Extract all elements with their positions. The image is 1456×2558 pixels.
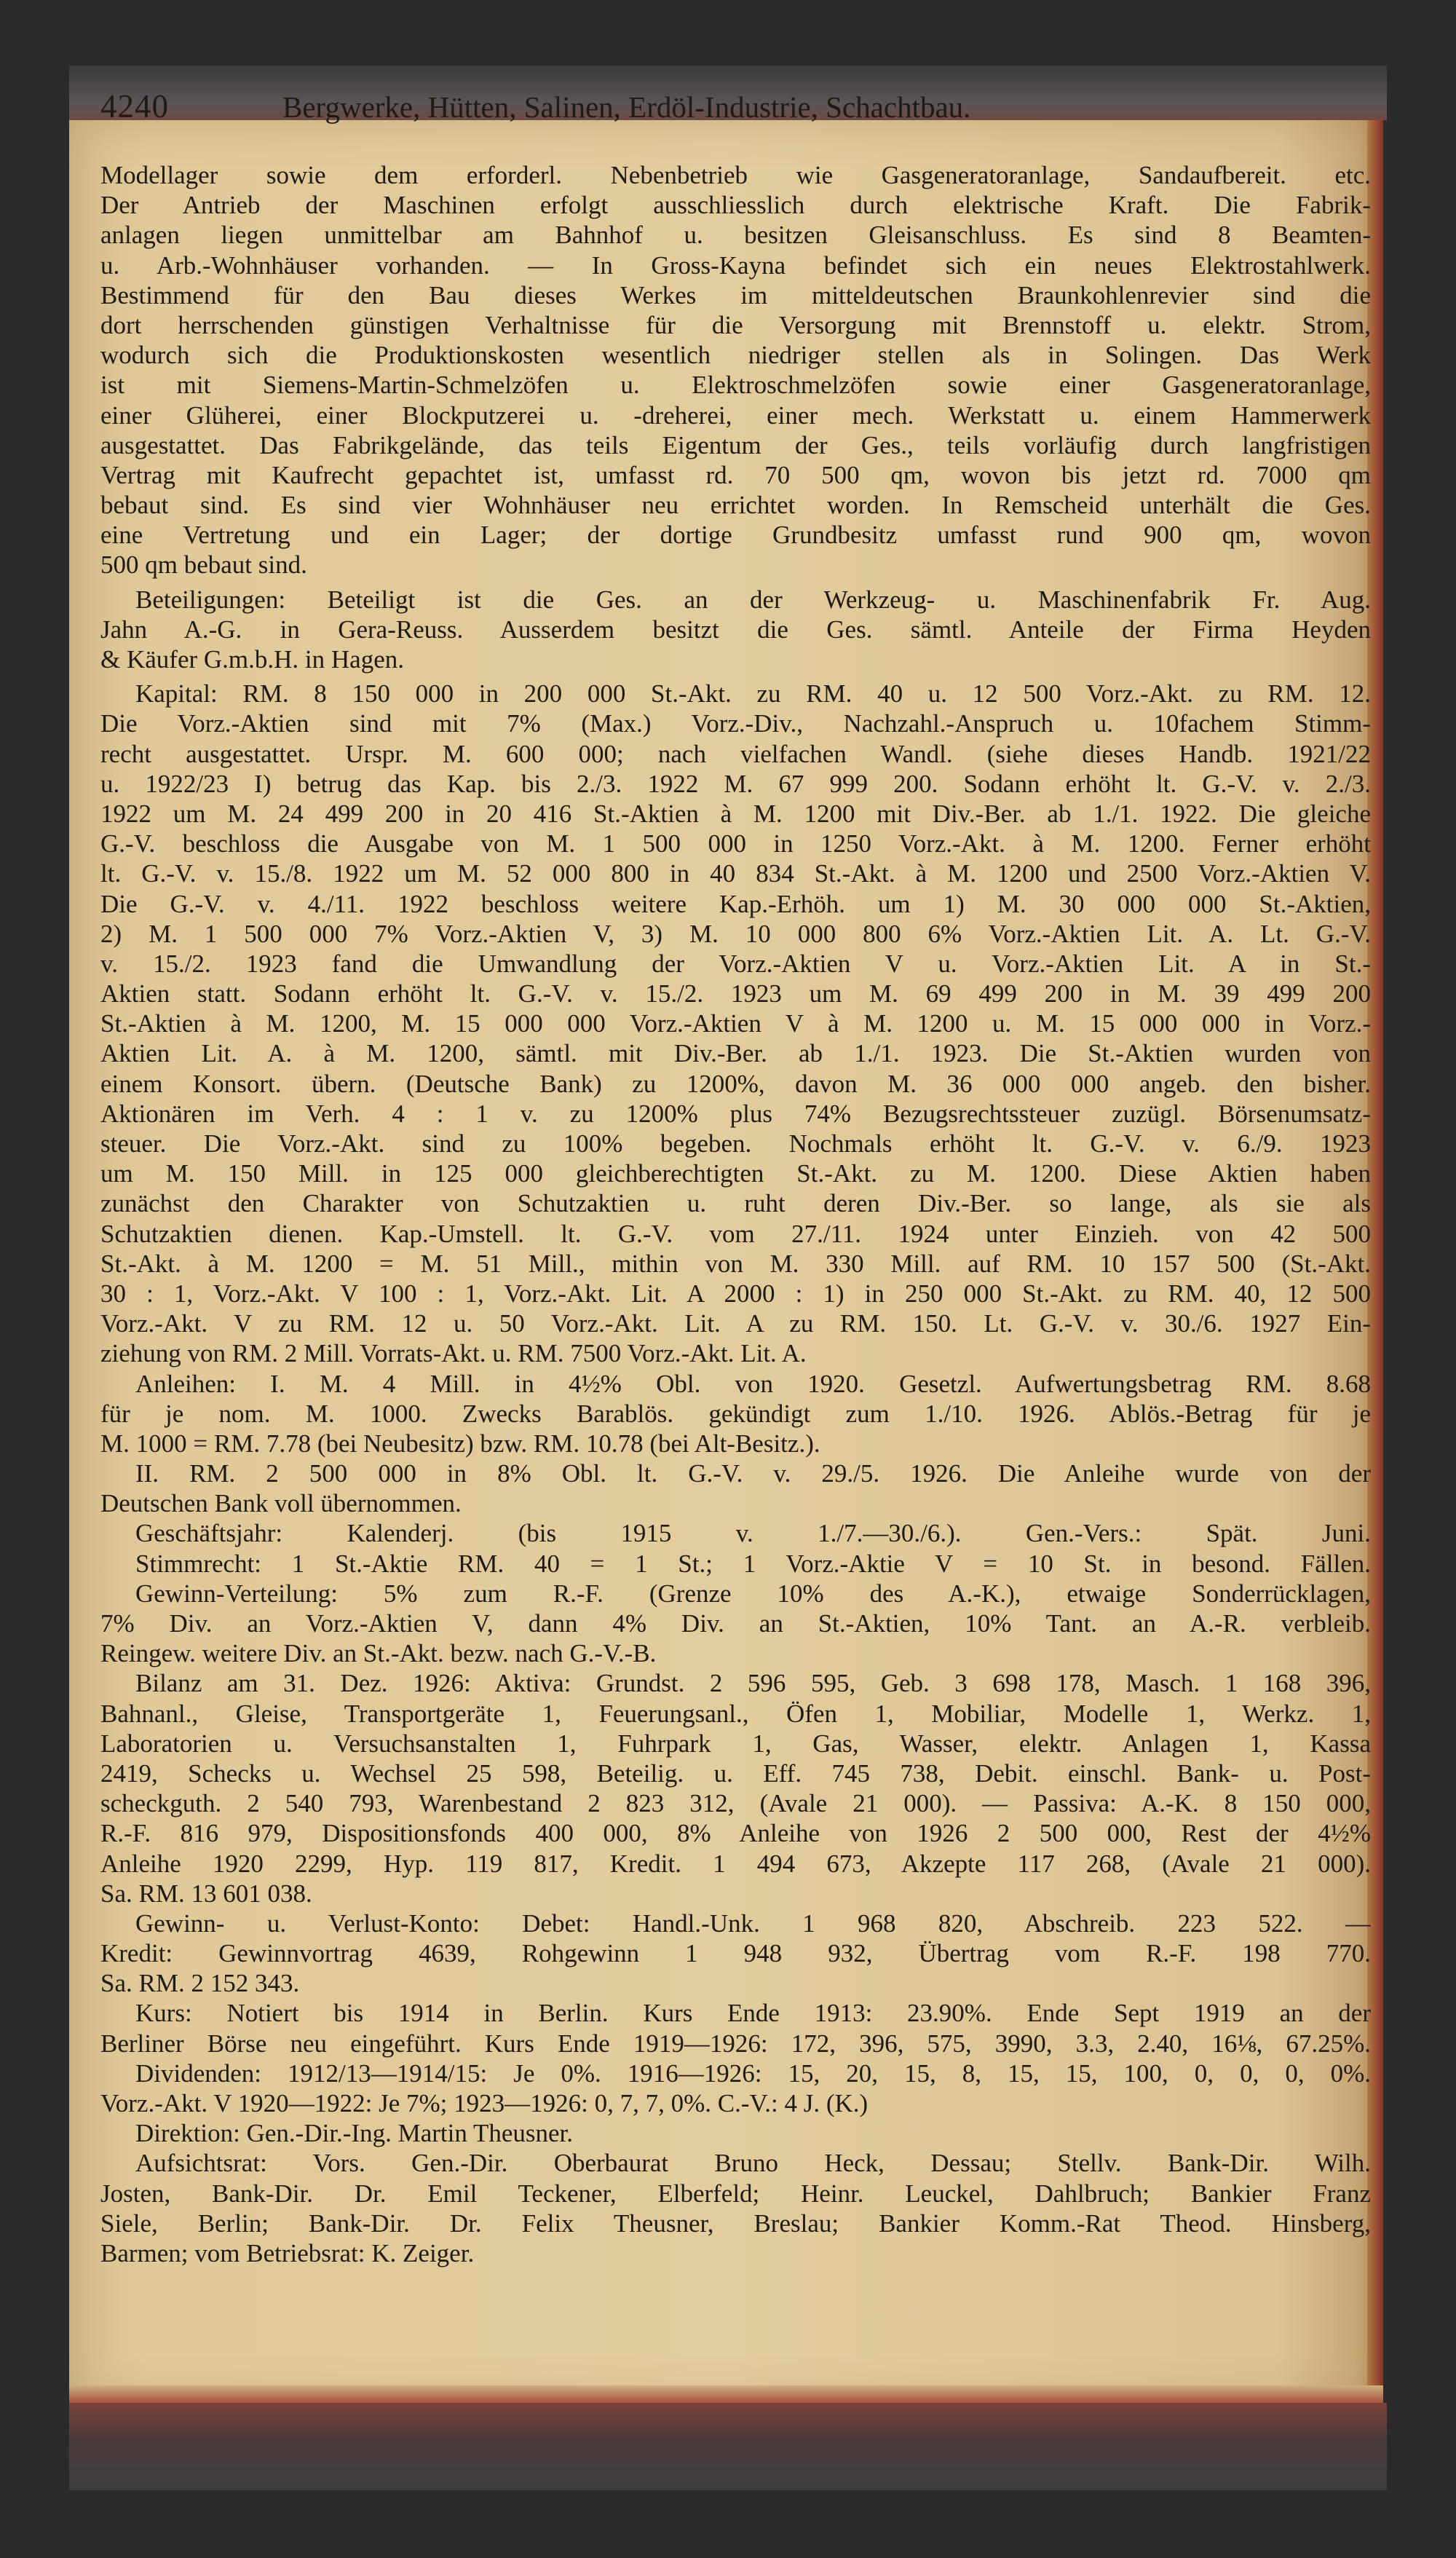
text-line: 1922 um M. 24 499 200 in 20 416 St.-Aktien à M. 1200 mit Div.-Ber. ab 1./1. 1922. Die gleiche — [100, 799, 1371, 828]
section-gewinn-verteilung: Gewinn-Verteilung: 5% zum R.-F. (Grenze 10% des A.-K.), etwaige Sonderrücklagen, — [135, 1579, 1371, 1608]
section-anleihen: Anleihen: I. M. 4 Mill. in 4½% Obl. von 1920. Gesetzl. Aufwertungsbetrag RM. 8.68 — [135, 1369, 1371, 1398]
section-dividenden: Dividenden: 1912/13—1914/15: Je 0%. 1916—1926: 15, 20, 15, 8, 15, 15, 100, 0, 0, 0, 0%. — [135, 2058, 1371, 2088]
text-line: u. 1922/23 I) betrug das Kap. bis 2./3. 1922 M. 67 999 200. Sodann erhöht lt. G.-V. v. 2./3. — [100, 769, 1371, 798]
text-line: Schutzaktien dienen. Kap.-Umstell. lt. G.-V. vom 27./11. 1924 unter Einzieh. von 42 500 — [100, 1219, 1371, 1248]
text-line: Laboratorien u. Versuchsanstalten 1, Fuhrpark 1, Gas, Wasser, elektr. Anlagen 1, Kassa — [100, 1729, 1371, 1758]
text-line: Deutschen Bank voll übernommen. — [100, 1489, 462, 1518]
text-line: eine Vertretung und ein Lager; der dortige Grundbesitz umfasst rund 900 qm, wovon — [100, 521, 1371, 550]
text-line: Aktionären im Verh. 4 : 1 v. zu 1200% plus 74% Bezugsrechtssteuer zuzügl. Börsenumsatz- — [100, 1099, 1371, 1128]
text-line: M. 1000 = RM. 7.78 (bei Neubesitz) bzw. RM. 10.78 (bei Alt-Besitz.). — [100, 1429, 820, 1458]
text-line: einem Konsort. übern. (Deutsche Bank) zu 1200%, davon M. 36 000 000 angeb. den bisher. — [100, 1069, 1371, 1098]
text-line: Der Antrieb der Maschinen erfolgt ausschliesslich durch elektrische Kraft. Die Fabrik- — [100, 191, 1371, 220]
text-line: Vorz.-Akt. V 1920—1922: Je 7%; 1923—1926: 0, 7, 7, 0%. C.-V.: 4 J. (K.) — [100, 2089, 869, 2117]
text-line: Aktien statt. Sodann erhöht lt. G.-V. v. 15./2. 1923 um M. 69 499 200 in M. 39 499 200 — [100, 979, 1371, 1008]
section-bilanz: Bilanz am 31. Dez. 1926: Aktiva: Grundst. 2 596 595, Geb. 3 698 178, Masch. 1 168 396, — [135, 1669, 1371, 1698]
section-beteiligungen: Beteiligungen: Beteiligt ist die Ges. an der Werkzeug- u. Maschinenfabrik Fr. Aug. — [135, 585, 1371, 614]
section-stimmrecht: Stimmrecht: 1 St.-Aktie RM. 40 = 1 St.; 1 Vorz.-Aktie V = 10 St. in besond. Fällen. — [135, 1549, 1371, 1578]
text-line: Aktien Lit. A. à M. 1200, sämtl. mit Div.-Ber. ab 1./1. 1923. Die St.-Aktien wurden von — [100, 1039, 1371, 1068]
text-line: Siele, Berlin; Bank-Dir. Dr. Felix Theusner, Breslau; Bankier Komm.-Rat Theod. Hinsberg, — [100, 2208, 1371, 2238]
text-line: für je nom. M. 1000. Zwecks Barablös. gekündigt zum 1./10. 1926. Ablös.-Betrag für je — [100, 1399, 1371, 1428]
text-line: Sa. RM. 13 601 038. — [100, 1879, 312, 1908]
page-header — [100, 87, 1371, 146]
page-edge-bottom — [69, 2385, 1383, 2403]
text-line: lt. G.-V. v. 15./8. 1922 um M. 52 000 800 in 40 834 St.-Akt. à M. 1200 und 2500 Vorz.-Aktien V. — [100, 859, 1371, 888]
text-line: 7% Div. an Vorz.-Aktien V, dann 4% Div. an St.-Aktien, 10% Tant. an A.-R. verbleib. — [100, 1609, 1371, 1638]
text-line: Barmen; vom Betriebsrat: K. Zeiger. — [100, 2238, 475, 2267]
section-direktion: Direktion: Gen.-Dir.-Ing. Martin Theusner. — [135, 2119, 574, 2148]
text-line: steuer. Die Vorz.-Akt. sind zu 100% begeben. Nochmals erhöht lt. G.-V. v. 6./9. 1923 — [100, 1129, 1371, 1158]
text-line: Jahn A.-G. in Gera-Reuss. Ausserdem besitzt die Ges. sämtl. Anteile der Firma Heyden — [100, 615, 1371, 644]
text-line: bebaut sind. Es sind vier Wohnhäuser neu errichtet worden. In Remscheid unterhält die Ges. — [100, 491, 1371, 520]
text-line: Modellager sowie dem erforderl. Nebenbetrieb wie Gasgeneratoranlage, Sandaufbereit. etc. — [100, 161, 1371, 189]
text-line: St.-Akt. à M. 1200 = M. 51 Mill., mithin von M. 330 Mill. auf RM. 10 157 500 (St.-Akt. — [100, 1249, 1371, 1278]
text-line: Bahnanl., Gleise, Transportgeräte 1, Feuerungsanl., Öfen 1, Mobiliar, Modelle 1, Werkz. 1, — [100, 1699, 1371, 1728]
text-line: Vorz.-Akt. V zu RM. 12 u. 50 Vorz.-Akt. Lit. A zu RM. 150. Lt. G.-V. v. 30./6. 1927 Ein- — [100, 1309, 1371, 1338]
page-number: 4240 — [100, 88, 169, 125]
text-line: um M. 150 Mill. in 125 000 gleichberechtigten St.-Akt. zu M. 1200. Diese Aktien haben — [100, 1159, 1371, 1188]
text-line: II. RM. 2 500 000 in 8% Obl. lt. G.-V. v. 29./5. 1926. Die Anleihe wurde von der — [135, 1459, 1371, 1488]
text-line: v. 15./2. 1923 fand die Umwandlung der Vorz.-Aktien V u. Vorz.-Aktien Lit. A in St.- — [100, 949, 1371, 978]
text-line: Die Vorz.-Aktien sind mit 7% (Max.) Vorz.-Div., Nachzahl.-Anspruch u. 10fachem Stimm- — [100, 709, 1371, 738]
text-line: ausgestattet. Das Fabrikgelände, das teils Eigentum der Ges., teils vorläufig durch langfristigen — [100, 430, 1371, 459]
text-line: anlagen liegen unmittelbar am Bahnhof u. besitzen Gleisanschluss. Es sind 8 Beamten- — [100, 221, 1371, 250]
text-line: recht ausgestattet. Urspr. M. 600 000; nach vielfachen Wandl. (siehe dieses Handb. 1921/22 — [100, 739, 1371, 768]
text-line: R.-F. 816 979, Dispositionsfonds 400 000, 8% Anleihe von 1926 2 500 000, Rest der 4½% — [100, 1819, 1371, 1848]
text-line: ist mit Siemens-Martin-Schmelzöfen u. Elektroschmelzöfen sowie einer Gasgeneratoranlage, — [100, 371, 1371, 400]
text-line: u. Arb.-Wohnhäuser vorhanden. — In Gross-Kayna befindet sich ein neues Elektrostahlwerk. — [100, 250, 1371, 280]
text-line: zunächst den Charakter von Schutzaktien u. ruht deren Div.-Ber. so lange, als sie als — [100, 1189, 1371, 1218]
text-line: G.-V. beschloss die Ausgabe von M. 1 500 000 in 1250 Vorz.-Akt. à M. 1200. Ferner erhöht — [100, 829, 1371, 858]
section-geschaeftsjahr: Geschäftsjahr: Kalenderj. (bis 1915 v. 1./7.—30./6.). Gen.-Vers.: Spät. Juni. — [135, 1519, 1371, 1548]
section-kapital: Kapital: RM. 8 150 000 in 200 000 St.-Akt. zu RM. 40 u. 12 500 Vorz.-Akt. zu RM. 12. — [135, 679, 1371, 708]
text-line: 2419, Schecks u. Wechsel 25 598, Beteilig. u. Eff. 745 738, Debit. einschl. Bank- u. Post- — [100, 1758, 1371, 1788]
text-line: Berliner Börse neu eingeführt. Kurs Ende 1919—1926: 172, 396, 575, 3990, 3.3, 2.40, 16⅛, 67.25%. — [100, 2029, 1371, 2058]
section-kurs: Kurs: Notiert bis 1914 in Berlin. Kurs Ende 1913: 23.90%. Ende Sept 1919 an der — [135, 1999, 1371, 2028]
text-line: St.-Aktien à M. 1200, M. 15 000 000 Vorz.-Aktien V à M. 1200 u. M. 15 000 000 in Vorz.- — [100, 1009, 1371, 1038]
section-gewinn-verlust-konto: Gewinn- u. Verlust-Konto: Debet: Handl.-Unk. 1 968 820, Abschreib. 223 522. — — [135, 1908, 1371, 1938]
section-aufsichtsrat: Aufsichtsrat: Vors. Gen.-Dir. Oberbaurat Bruno Heck, Dessau; Stellv. Bank-Dir. Wilh. — [135, 2149, 1371, 2178]
text-line: & Käufer G.m.b.H. in Hagen. — [100, 645, 404, 674]
text-line: Sa. RM. 2 152 343. — [100, 1969, 300, 1998]
text-line: 500 qm bebaut sind. — [100, 550, 307, 580]
page-content — [100, 87, 1371, 2268]
text-line: Vertrag mit Kaufrecht gepachtet ist, umfasst rd. 70 500 qm, wovon bis jetzt rd. 7000 qm — [100, 460, 1371, 489]
text-line: Josten, Bank-Dir. Dr. Emil Teckener, Elberfeld; Heinr. Leuckel, Dahlbruch; Bankier Franz — [100, 2179, 1371, 2208]
text-line: wodurch sich die Produktionskosten wesentlich niedriger stellen als in Solingen. Das Werk — [100, 341, 1371, 370]
text-line: Reingew. weitere Div. an St.-Akt. bezw. nach G.-V.-B. — [100, 1639, 657, 1668]
text-line: ziehung von RM. 2 Mill. Vorrats-Akt. u. RM. 7500 Vorz.-Akt. Lit. A. — [100, 1339, 807, 1368]
running-title: Bergwerke, Hütten, Salinen, Erdöl-Industrie, Schachtbau. — [282, 90, 971, 124]
text-line: 2) M. 1 500 000 7% Vorz.-Aktien V, 3) M. 10 000 800 6% Vorz.-Aktien Lit. A. Lt. G.-V. — [100, 919, 1371, 948]
text-body — [100, 160, 1371, 2268]
book-binding-bottom — [69, 2403, 1387, 2490]
text-line: einer Glüherei, einer Blockputzerei u. -dreherei, einer mech. Werkstatt u. einem Hammerwerk — [100, 400, 1371, 430]
text-line: 30 : 1, Vorz.-Akt. V 100 : 1, Vorz.-Akt. Lit. A 2000 : 1) in 250 000 St.-Akt. zu RM. 40, 12 500 — [100, 1279, 1371, 1308]
text-line: Die G.-V. v. 4./11. 1922 beschloss weitere Kap.-Erhöh. um 1) M. 30 000 000 St.-Aktien, — [100, 889, 1371, 918]
text-line: dort herrschenden günstigen Verhaltnisse für die Versorgung mit Brennstoff u. elektr. Strom, — [100, 310, 1371, 339]
text-line: scheckguth. 2 540 793, Warenbestand 2 823 312, (Avale 21 000). — Passiva: A.-K. 8 150 000, — [100, 1789, 1371, 1818]
text-line: Bestimmend für den Bau dieses Werkes im mitteldeutschen Braunkohlenrevier sind die — [100, 280, 1371, 309]
text-line: Kredit: Gewinnvortrag 4639, Rohgewinn 1 948 932, Übertrag vom R.-F. 198 770. — [100, 1939, 1371, 1968]
text-line: Anleihe 1920 2299, Hyp. 119 817, Kredit. 1 494 673, Akzepte 117 268, (Avale 21 000). — [100, 1849, 1371, 1878]
